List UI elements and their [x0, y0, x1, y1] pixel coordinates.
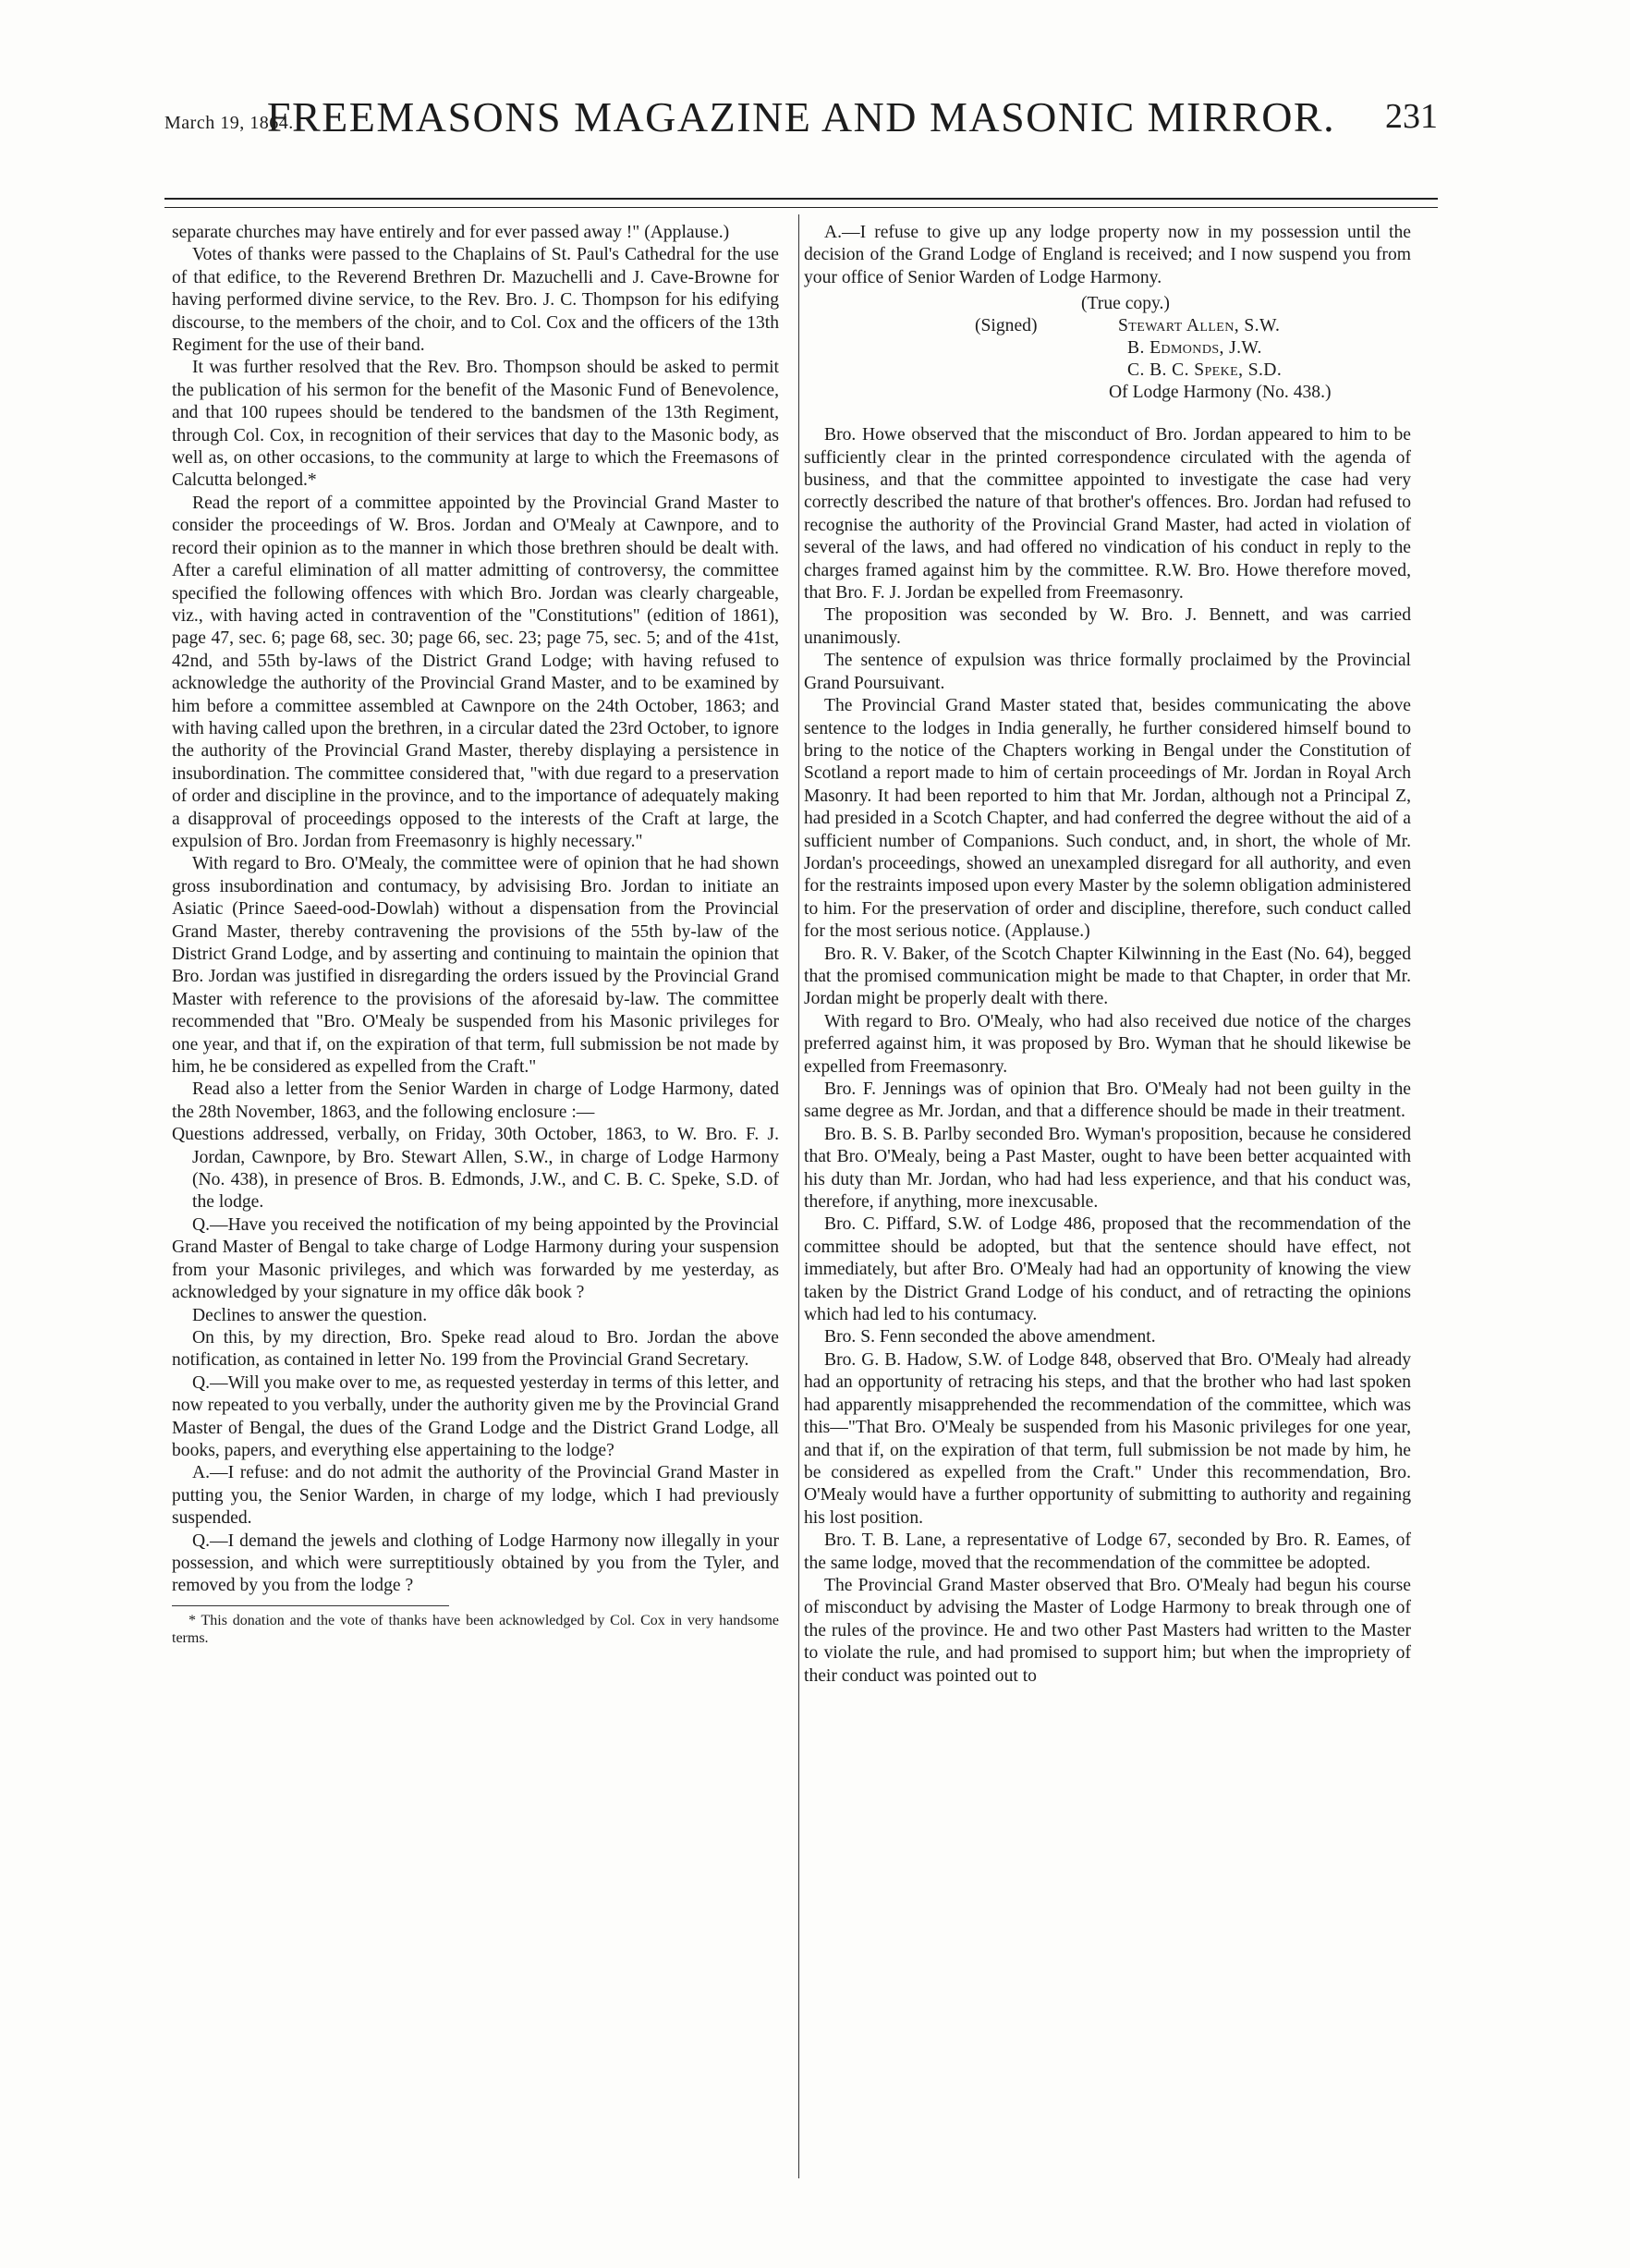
left-paragraph: Read also a letter from the Senior Warden in charge of Lodge Harmony, dated the 28th November, 1863, and the following enclosure :— [172, 1079, 779, 1122]
qa-item: Q.—Will you make over to me, as requested yesterday in terms of this letter, and now repeated to you verbally, under the authority given me by the Provincial Grand Master of Bengal, the dues of the Grand Lodge and the District Grand Lodge, all books, papers, and everything else appertaining to the lodge? [172, 1372, 779, 1460]
right-paragraph: With regard to Bro. O'Mealy, who had also received due notice of the charges preferred against him, it was proposed by Bro. Wyman that he should likewise be expelled from Freemasonry. [804, 1011, 1411, 1077]
publication-title: FREEMASONS MAGAZINE AND MASONIC MIRROR. [266, 93, 1336, 140]
header-rule-thin [164, 207, 1438, 208]
signature-block [804, 289, 1411, 424]
masthead [164, 89, 1438, 144]
right-paragraph: The Provincial Grand Master stated that, besides communicating the above sentence to the lodges in India generally, he further considered himself bound to bring to the notice of the Chapters working in Bengal under the Constitution of Scotland a report made to him of certain proceedings of Mr. Jordan in Royal Arch Masonry. It had been reported to him that Mr. Jordan, although not a Principal Z, had presided in a Scotch Chapter, and had conferred the degree without the aid of a sufficient number of Companions. Such conduct, and, in short, the whole of Mr. Jordan's proceedings, showed an unexampled disregard for all authority, and even for the restraints imposed upon every Master by the solemn obligation administered to him. For the preservation of order and discipline, therefore, such conduct called for the most serious notice. (Applause.) [804, 696, 1411, 942]
left-paragraph: Votes of thanks were passed to the Chaplains of St. Paul's Cathedral for the use of that edifice, to the Reverend Brethren Dr. Mazuchelli and J. Cave-Browne for having performed divine service, to the Rev. Bro. J. C. Thompson for his edifying discourse, to the members of the choir, and to Col. Cox and the officers of the 13th Regiment for the use of their band. [172, 245, 779, 356]
qa-item: Declines to answer the question. [192, 1305, 428, 1325]
signatory-name: Stewart Allen, S.W. [1118, 316, 1281, 336]
footnote: * This donation and the vote of thanks have been acknowledged by Col. Cox in very handsome terms. [172, 1612, 779, 1646]
left-column [172, 222, 779, 1647]
right-paragraph: Bro. C. Piffard, S.W. of Lodge 486, proposed that the recommendation of the committee should be adopted, but that the sentence should have effect, not immediately, but after Bro. O'Mealy had had an opportunity of knowing the view taken by the District Grand Lodge of his conduct, and of retracting the opinions which had led to his contumacy. [804, 1214, 1411, 1325]
qa-item: Q.—I demand the jewels and clothing of Lodge Harmony now illegally in your possession, and which were surreptitiously obtained by you from the Tyler, and removed by you from the lodge ? [172, 1530, 779, 1596]
right-paragraph: Bro. G. B. Hadow, S.W. of Lodge 848, observed that Bro. O'Mealy had already had an opportunity of retracing his steps, and that the brother who had last spoken had apparently misapprehended the recommendation of the committee, which was this—"That Bro. O'Mealy be suspended from his Masonic privileges for one year, and that if, on the expiration of that term, full submission be not made by him, he be considered as expelled from the Craft." Under this recommendation, Bro. O'Mealy would have a further opportunity of submitting to authority and regaining his lost position. [804, 1349, 1411, 1528]
header-rule [164, 198, 1438, 200]
questions-intro: Questions addressed, verbally, on Friday, 30th October, 1863, to W. Bro. F. J. Jordan, Cawnpore, by Bro. Stewart Allen, S.W., in charge of Lodge Harmony (No. 438), in presence of Bros. B. Edmonds, J.W., and C. B. C. Speke, S.D. of the lodge. [172, 1125, 779, 1213]
right-paragraph: Bro. R. V. Baker, of the Scotch Chapter Kilwinning in the East (No. 64), begged that the promised communication might be made to that Chapter, in order that Mr. Jordan might be properly dealt with there. [804, 944, 1411, 1009]
lodge-designation: Of Lodge Harmony (No. 438.) [1109, 383, 1332, 403]
right-column [804, 222, 1411, 1688]
issue-date: March 19, 1864. [164, 113, 294, 133]
page-number: 231 [1385, 97, 1438, 136]
right-paragraph: The proposition was seconded by W. Bro. J. Bennett, and was carried unanimously. [804, 605, 1411, 648]
left-paragraph: With regard to Bro. O'Mealy, the committee were of opinion that he had shown gross insubordination and contumacy, by advisising Bro. Jordan to initiate an Asiatic (Prince Saeed-ood-Dowlah) without a dispensation from the Provincial Grand Master, thereby contravening the provisions of the 55th by-law of the District Grand Lodge, and by asserting and continuing to maintain the opinion that Bro. Jordan was justified in disregarding the orders issued by the Provincial Grand Master with reference to the provisions of the aforesaid by-law. The committee recommended that "Bro. O'Mealy be suspended from his Masonic privileges for one year, and that if, on the expiration of that term, full submission be not made by him, he be considered as expelled from the Craft." [172, 854, 779, 1078]
answer-paragraph: A.—I refuse to give up any lodge property now in my possession until the decision of the Grand Lodge of England is received; and I now suspend you from your office of Senior Warden of Lodge Harmony. [804, 223, 1411, 287]
left-paragraph: Read the report of a committee appointed by the Provincial Grand Master to consider the proceedings of W. Bros. Jordan and O'Mealy at Cawnpore, and to record their opinion as to the manner in which those brethren should be dealt with. After a careful elimination of all matter admitting of controversy, the committee specified the following offences with which Bro. Jordan was clearly chargeable, viz., with having acted in contravention of the "Constitutions" (edition of 1861), page 47, sec. 6; page 68, sec. 30; page 66, sec. 23; page 75, sec. 5; and of the 41st, 42nd, and 55th by-laws of the District Grand Lodge; with having refused to acknowledge the authority of the Provincial Grand Master, and to be examined by him before a committee assembled at Cawnpore on the 24th October, 1863; and with having called upon the brethren, in a circular dated the 23rd October, to ignore the authority of the Provincial Grand Master, thereby displaying a persistence in insubordination. The committee considered that, "with due regard to a preservation of order and discipline in the province, and to the importance of adequately making a disapproval of proceedings opposed to the interests of the Craft at large, the expulsion of Bro. Jordan from Freemasonry is highly necessary." [172, 493, 779, 851]
right-paragraph: Bro. S. Fenn seconded the above amendment. [824, 1327, 1156, 1347]
signatory-name: B. Edmonds, J.W. [1127, 338, 1262, 359]
right-paragraph: The Provincial Grand Master observed that Bro. O'Mealy had begun his course of misconduct by advising the Master of Lodge Harmony to break through one of the rules of the province. He and two other Past Masters had written to the Master to violate the rule, and had promised to support him; but when the impropriety of their conduct was pointed out to [804, 1575, 1411, 1686]
footnote-rule [172, 1605, 449, 1606]
signed-label: (Signed) [975, 316, 1038, 336]
right-paragraph: Bro. F. Jennings was of opinion that Bro. O'Mealy had not been guilty in the same degree as Mr. Jordan, and that a difference should be made in their treatment. [804, 1079, 1411, 1122]
left-paragraph: It was further resolved that the Rev. Bro. Thompson should be asked to permit the publication of his sermon for the benefit of the Masonic Fund of Benevolence, and that 100 rupees should be tendered to the bandsmen of the 13th Regiment, through Col. Cox, in recognition of their services that day to the Masonic body, as well as, on other occasions, to the community at large to which the Freemasons of Calcutta belonged.* [172, 358, 779, 491]
right-paragraph: Bro. Howe observed that the misconduct of Bro. Jordan appeared to him to be sufficiently clear in the printed correspondence circulated with the agenda of business, and that the committee appointed to investigate the case had very correctly described the nature of that brother's offences. Bro. Jordan had refused to recognise the authority of the Provincial Grand Master, had acted in violation of several of the laws, and had offered no vindication of his conduct in reply to the charges framed against him by the committee. R.W. Bro. Howe therefore moved, that Bro. F. J. Jordan be expelled from Freemasonry. [804, 425, 1411, 604]
true-copy-note: (True copy.) [1081, 294, 1170, 314]
column-divider [798, 214, 799, 2178]
qa-item: A.—I refuse: and do not admit the authority of the Provincial Grand Master in putting you, the Senior Warden, in charge of my lodge, which I had previously suspended. [172, 1463, 779, 1529]
right-paragraph: The sentence of expulsion was thrice formally proclaimed by the Provincial Grand Poursuivant. [804, 651, 1411, 693]
right-paragraph: Bro. B. S. B. Parlby seconded Bro. Wyman's proposition, because he considered that Bro. O'Mealy, being a Past Master, ought to have been better acquainted with his duty than Mr. Jordan, who had had less experience, and that his conduct was, therefore, if anything, more inexcusable. [804, 1124, 1411, 1213]
left-paragraph: separate churches may have entirely and for ever passed away !" (Applause.) [172, 223, 730, 242]
qa-item: On this, by my direction, Bro. Speke read aloud to Bro. Jordan the above notification, as contained in letter No. 199 from the Provincial Grand Secretary. [172, 1327, 779, 1371]
signatory-name: C. B. C. Speke, S.D. [1127, 360, 1283, 381]
qa-item: Q.—Have you received the notification of my being appointed by the Provincial Grand Master of Bengal to take charge of Lodge Harmony during your suspension from your Masonic privileges, and which was forwarded by me yesterday, as acknowledged by your signature in my office dâk book ? [172, 1214, 779, 1303]
right-paragraph: Bro. T. B. Lane, a representative of Lodge 67, seconded by Bro. R. Eames, of the same lodge, moved that the recommendation of the committee be adopted. [804, 1530, 1411, 1573]
